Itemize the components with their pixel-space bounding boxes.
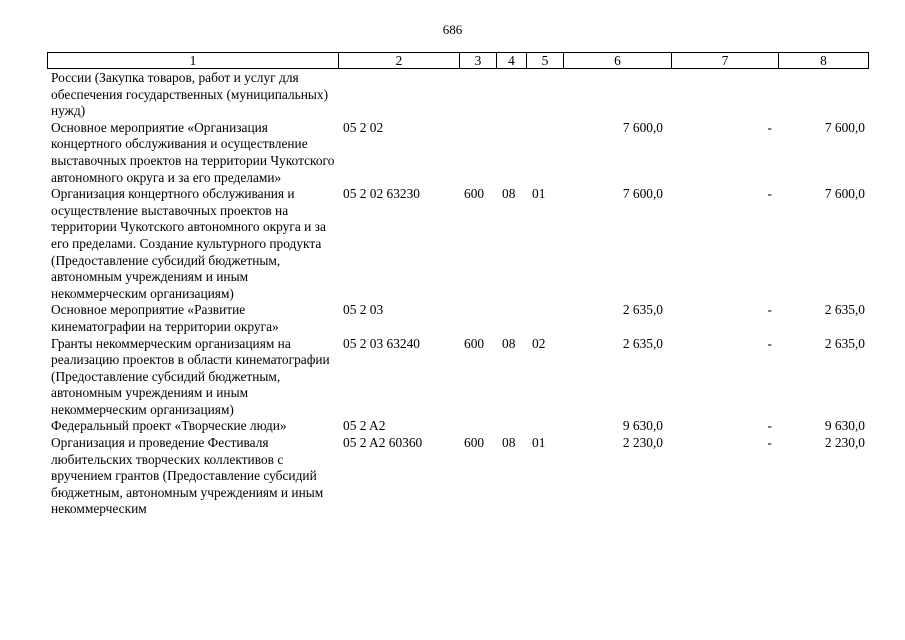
table-row <box>47 70 869 120</box>
row-value-7: - <box>767 418 772 434</box>
row-value-7: - <box>767 119 772 135</box>
header-col-8: 8 <box>778 53 868 68</box>
row-rz: 08 <box>502 435 516 451</box>
table-row <box>47 186 869 302</box>
row-name: Организация и проведение Фестиваля любительских творческих коллективов с вручением грантов (Предоставление субсидий бюджетным, автономным учреждениям и иным некоммерческим <box>51 435 324 517</box>
row-csr: 05 2 03 <box>343 302 384 318</box>
table-row <box>47 435 869 518</box>
row-rz: 08 <box>502 335 516 351</box>
header-col-1: 1 <box>189 53 197 68</box>
row-value-6: 7 600,0 <box>622 119 663 135</box>
header-col-7: 7 <box>671 53 778 68</box>
row-csr: 05 2 02 63230 <box>343 186 420 202</box>
row-vr: 600 <box>464 335 485 351</box>
row-value-8: 7 600,0 <box>824 186 865 202</box>
row-vr: 600 <box>464 435 485 451</box>
row-value-6: 2 635,0 <box>622 302 663 318</box>
row-value-8: 7 600,0 <box>824 119 865 135</box>
row-value-8: 9 630,0 <box>824 418 865 434</box>
row-csr: 05 2 02 <box>343 119 384 135</box>
table-row <box>47 418 869 435</box>
table-row <box>47 120 869 186</box>
row-value-8: 2 635,0 <box>824 302 865 318</box>
row-value-7: - <box>767 435 772 451</box>
row-value-6: 2 635,0 <box>622 335 663 351</box>
row-csr: 05 2 A2 60360 <box>343 435 423 451</box>
row-name: Основное мероприятие «Развитие кинематографии на территории округа» <box>51 302 279 334</box>
row-value-6: 7 600,0 <box>622 186 663 202</box>
row-value-6: 9 630,0 <box>622 418 663 434</box>
header-col-5: 5 <box>526 53 563 68</box>
row-name: Основное мероприятие «Организация концертного обслуживания и осуществление выставочных проектов на территории Чукотского автономного округа и за его пределами» <box>51 119 335 185</box>
row-name: Федеральный проект «Творческие люди» <box>51 418 287 434</box>
row-name: Гранты некоммерческим организациям на реализацию проектов в области кинематографии (Предоставление субсидий бюджетным, автономным учреждениям и иным некоммерческим организациям) <box>51 335 330 417</box>
row-value-8: 2 635,0 <box>824 335 865 351</box>
row-name: России (Закупка товаров, работ и услуг для обеспечения государственных (муниципальных) нужд) <box>51 70 329 119</box>
header-col-2: 2 <box>338 53 459 68</box>
row-pr: 01 <box>532 435 546 451</box>
row-value-6: 2 230,0 <box>622 435 663 451</box>
header-col-6: 6 <box>563 53 671 68</box>
row-rz: 08 <box>502 186 516 202</box>
row-vr: 600 <box>464 186 485 202</box>
row-value-7: - <box>767 186 772 202</box>
row-name: Организация концертного обслуживания и осуществление выставочных проектов на территории Чукотского автономного округа и за его пределами. Создание культурного продукта (Предоставление субсидий бюджетным, автономным учреждениям и иным некоммерческим организациям) <box>51 186 326 301</box>
row-pr: 01 <box>532 186 546 202</box>
row-csr: 05 2 03 63240 <box>343 335 420 351</box>
page-number: 686 <box>442 22 463 37</box>
row-value-7: - <box>767 335 772 351</box>
table-row <box>47 336 869 419</box>
row-value-7: - <box>767 302 772 318</box>
table-body <box>47 70 869 518</box>
row-csr: 05 2 A2 <box>343 418 386 434</box>
header-col-3: 3 <box>459 53 496 68</box>
table-row <box>47 302 869 335</box>
row-pr: 02 <box>532 335 546 351</box>
header-col-4: 4 <box>496 53 526 68</box>
row-value-8: 2 230,0 <box>824 435 865 451</box>
table-header <box>47 52 869 69</box>
